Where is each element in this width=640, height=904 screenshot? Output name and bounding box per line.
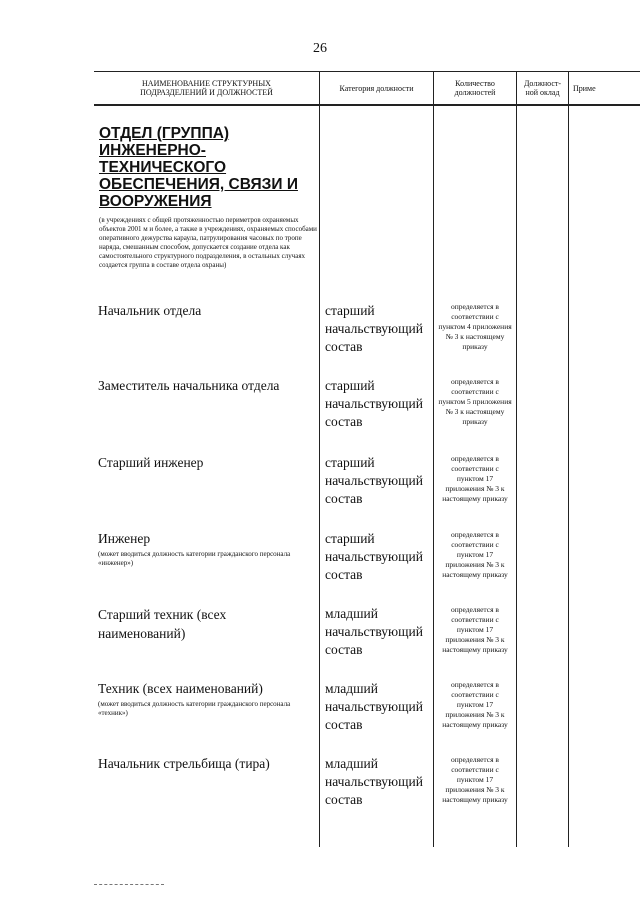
position-quantity: определяется в соответствии с пунктом 17 приложения № 3 к настоящему приказу bbox=[442, 680, 508, 729]
position-name: Инженер (может вводиться должность категории гражданского персонала «инженер») bbox=[98, 530, 313, 568]
position-category: старший начальствующий состав bbox=[325, 303, 423, 354]
column-divider bbox=[568, 71, 569, 847]
position-category: старший начальствующий состав bbox=[325, 455, 423, 506]
section-note: (в учреждениях с общей протяженностью периметров охраняемых объектов 2001 м и более, а также в учреждениях, охраняемых способами оперативного дежурства караула, патрулирования часовых по тропе наряда, смешанным способом, допускается создание отдела как самостоятельного структурного подразделения, в остальных случаях создается группа в составе отдела охраны) bbox=[99, 216, 317, 269]
position-category: младший начальствующий состав bbox=[325, 681, 423, 732]
header-quantity: Количество должностей bbox=[454, 79, 496, 97]
position-name: Техник (всех наименований) (может вводиться должность категории гражданского персонала «техник») bbox=[98, 680, 313, 718]
position-quantity: определяется в соответствии с пунктом 4 приложения № 3 к настоящему приказу bbox=[438, 302, 512, 351]
header-salary: Должност-ной оклад bbox=[523, 79, 562, 97]
position-category: старший начальствующий состав bbox=[325, 531, 423, 582]
position-name: Старший техник (всех наименований) bbox=[98, 607, 227, 641]
header-category: Категория должности bbox=[339, 83, 414, 93]
column-divider bbox=[319, 71, 320, 847]
position-name: Заместитель начальника отдела bbox=[98, 378, 280, 393]
page-bottom-mark bbox=[94, 884, 164, 885]
position-quantity: определяется в соответствии с пунктом 5 приложения № 3 к настоящему приказу bbox=[438, 377, 512, 426]
column-divider bbox=[516, 71, 517, 847]
position-quantity: определяется в соответствии с пунктом 17 приложения № 3 к настоящему приказу bbox=[442, 605, 508, 654]
page-number: 26 bbox=[313, 41, 327, 56]
section-title: ОТДЕЛ (ГРУППА) ИНЖЕНЕРНО-ТЕХНИЧЕСКОГО ОБЕСПЕЧЕНИЯ, СВЯЗИ И ВООРУЖЕНИЯ bbox=[99, 125, 298, 210]
staffing-table bbox=[94, 71, 640, 847]
position-category: младший начальствующий состав bbox=[325, 606, 423, 657]
position-note: (может вводиться должность категории гражданского персонала «инженер») bbox=[98, 550, 291, 567]
position-name: Начальник отдела bbox=[98, 303, 202, 318]
header-name: НАИМЕНОВАНИЕ СТРУКТУРНЫХ ПОДРАЗДЕЛЕНИЙ И ДОЛЖНОСТЕЙ bbox=[140, 79, 273, 97]
position-note: (может вводиться должность категории гражданского персонала «техник») bbox=[98, 700, 291, 717]
position-quantity: определяется в соответствии с пунктом 17 приложения № 3 к настоящему приказу bbox=[442, 530, 508, 579]
position-quantity: определяется в соответствии с пунктом 17 приложения № 3 к настоящему приказу bbox=[442, 454, 508, 503]
header-note: Приме bbox=[573, 83, 596, 93]
position-name: Старший инженер bbox=[98, 455, 204, 470]
position-quantity: определяется в соответствии с пунктом 17 приложения № 3 к настоящему приказу bbox=[442, 755, 508, 804]
position-name: Начальник стрельбища (тира) bbox=[98, 756, 270, 771]
position-category: младший начальствующий состав bbox=[325, 756, 423, 807]
section-heading bbox=[99, 125, 319, 270]
position-category: старший начальствующий состав bbox=[325, 378, 423, 429]
